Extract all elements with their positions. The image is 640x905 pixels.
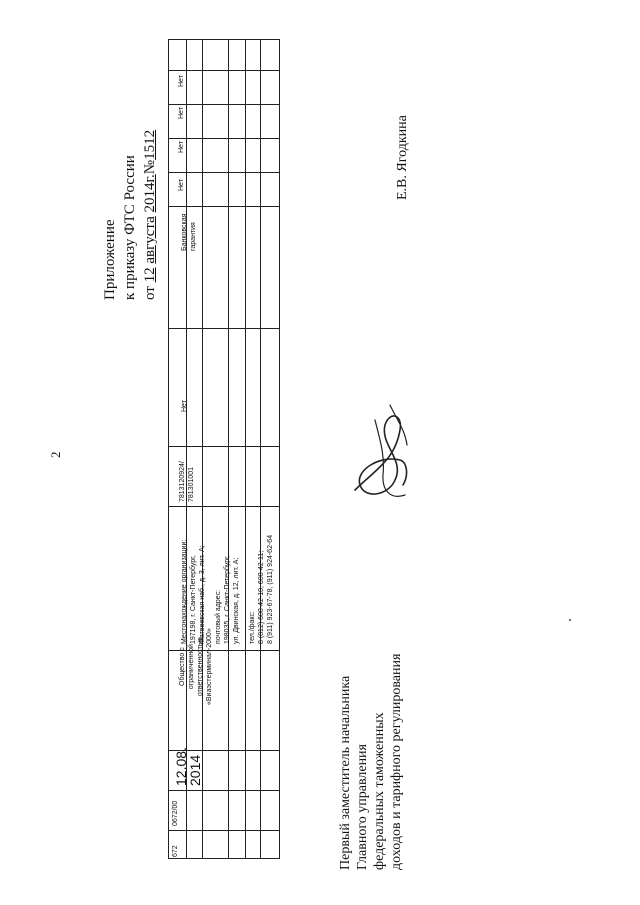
address-line: Матвеевская наб., д. 3, лит. А; — [199, 545, 206, 644]
table-row-divider — [169, 790, 279, 791]
address-line: 8 (812) 600-42-10, 600-42-11; — [258, 550, 265, 644]
cell-address — [180, 535, 275, 644]
appendix-number-prefix: № — [142, 159, 158, 175]
address-spacer — [207, 535, 214, 644]
cell-net: Нет — [181, 400, 188, 412]
org-line: «Виаэстерминал-2000» — [206, 628, 213, 705]
table-row-divider — [169, 830, 279, 831]
inn: 7813120924/ — [179, 461, 186, 502]
address-line: ул. Двинская, д. 12, лит. А; — [233, 557, 240, 644]
appendix-order-ref: к приказу ФТС России — [122, 155, 138, 300]
table-row-divider — [169, 446, 279, 447]
table-col-divider — [202, 40, 203, 858]
address-line: Местонахождение организации: — [181, 539, 188, 644]
address-line: тел./факс: — [249, 610, 256, 644]
cell-registry-number: 0672/00 — [172, 800, 179, 826]
address-line: 8 (911) 923-67-78, (911) 924-62-64 — [267, 534, 274, 644]
appendix-header — [100, 130, 160, 300]
table-row-divider — [169, 172, 279, 173]
org-line: ограниченной — [188, 644, 195, 690]
cell-guarantee — [180, 214, 198, 251]
table-row-divider — [169, 138, 279, 139]
guarantee-line: Банковская — [181, 213, 188, 251]
org-line: Общество с — [179, 647, 186, 686]
signatory-title-line: федеральных таможенных — [372, 712, 387, 870]
table-row-divider — [169, 328, 279, 329]
appendix-month: августа — [142, 216, 158, 264]
address-line: 197198, г. Санкт-Петербург, — [190, 555, 197, 644]
table-row-divider — [169, 206, 279, 207]
cell-flag: Нет — [178, 75, 185, 87]
appendix-date-line — [140, 130, 160, 300]
appendix-year: 2014г. — [142, 174, 158, 213]
appendix-date-prefix: от — [142, 286, 158, 300]
cell-inn-kpp — [178, 461, 196, 502]
table-row-divider — [169, 506, 279, 507]
scan-speck — [569, 619, 571, 621]
table-col-divider — [260, 40, 261, 858]
cell-date-line2: 2014 — [187, 754, 203, 786]
table-row-divider — [169, 104, 279, 105]
signatory-name: Е.В. Ягодкина — [395, 115, 410, 200]
cell-date-line1: 12.08. — [173, 747, 189, 786]
address-spacer — [241, 535, 248, 644]
signatory-title-line: Первый заместитель начальника — [338, 675, 353, 870]
guarantee-line: гарантия — [190, 222, 197, 251]
table-col-divider — [245, 40, 246, 858]
register-table — [168, 39, 280, 859]
address-line: 198035, г. Санкт-Петербург, — [224, 555, 231, 644]
signatory-title-line: доходов и тарифного регулирования — [389, 653, 404, 870]
signatory-title-line: Главного управления — [355, 744, 370, 870]
table-col-divider — [186, 40, 187, 858]
table-row-divider — [169, 70, 279, 71]
table-col-divider — [228, 40, 229, 858]
appendix-number: 1512 — [142, 129, 158, 160]
signatory-title — [337, 654, 405, 870]
cell-flag: Нет — [178, 179, 185, 191]
page-number: 2 — [48, 451, 63, 458]
cell-row-number: 672 — [172, 845, 179, 857]
cell-flag: Нет — [178, 141, 185, 153]
appendix-day: 12 — [142, 267, 158, 283]
cell-date — [174, 747, 202, 786]
signature-image — [345, 400, 415, 510]
appendix-title: Приложение — [102, 219, 118, 300]
address-line: почтовый адрес: — [215, 589, 222, 644]
cell-flag: Нет — [178, 107, 185, 119]
org-line: ответственностью — [197, 637, 204, 697]
kpp: 781301001 — [188, 466, 195, 502]
